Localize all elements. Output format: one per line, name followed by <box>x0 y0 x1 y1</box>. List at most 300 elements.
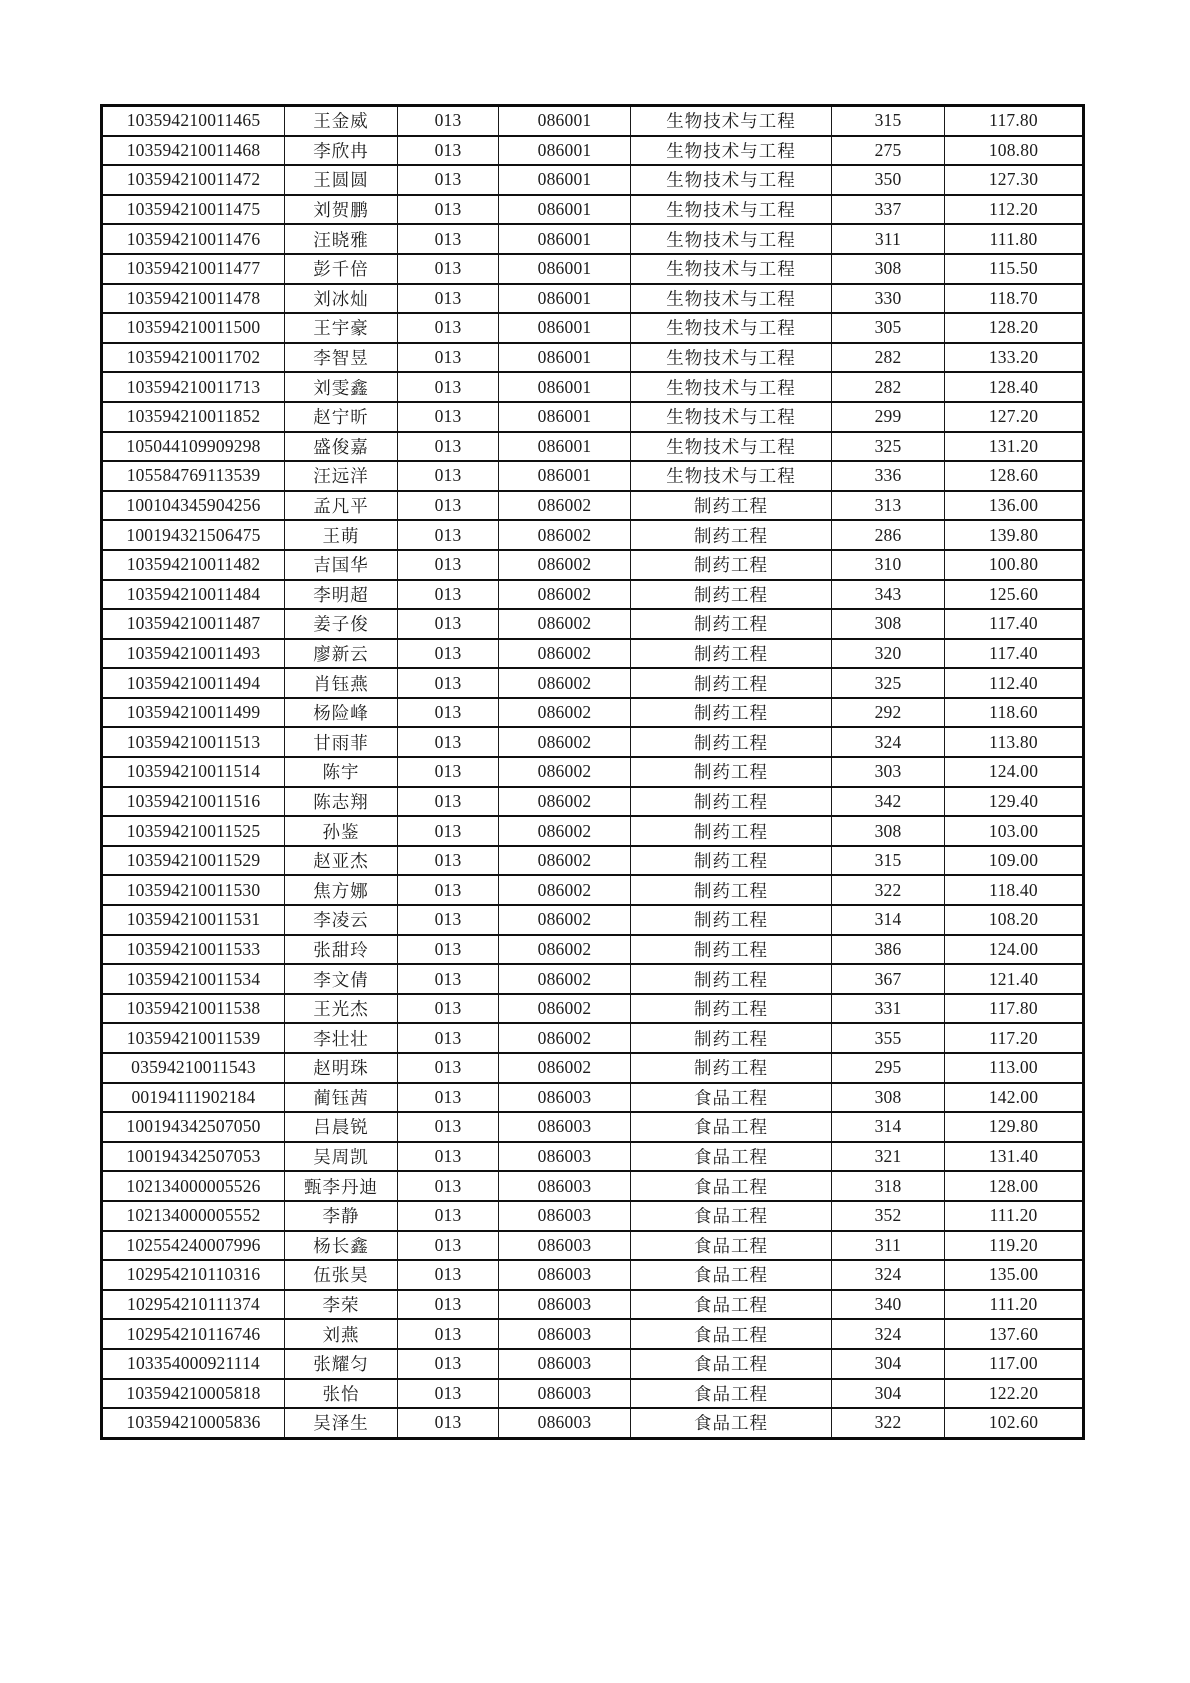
initial-score-cell: 315 <box>832 106 945 136</box>
candidate-name-cell: 张耀匀 <box>285 1349 398 1379</box>
major-name-cell: 制药工程 <box>631 875 832 905</box>
candidate-name-cell: 刘雯鑫 <box>285 372 398 402</box>
secondary-score-cell: 118.60 <box>945 698 1084 728</box>
initial-score-cell: 322 <box>832 875 945 905</box>
major-name-cell: 食品工程 <box>631 1260 832 1290</box>
candidate-id-cell: 103594210011472 <box>102 165 285 195</box>
candidate-id-cell: 103594210011531 <box>102 905 285 935</box>
major-name-cell: 食品工程 <box>631 1112 832 1142</box>
candidate-name-cell: 王萌 <box>285 520 398 550</box>
major-code-cell: 086001 <box>499 461 631 491</box>
major-code-cell: 086002 <box>499 520 631 550</box>
dept-code-cell: 013 <box>398 639 499 669</box>
secondary-score-cell: 100.80 <box>945 550 1084 580</box>
major-code-cell: 086002 <box>499 1023 631 1053</box>
dept-code-cell: 013 <box>398 1201 499 1231</box>
initial-score-cell: 324 <box>832 727 945 757</box>
candidate-id-cell: 100194342507053 <box>102 1142 285 1172</box>
major-name-cell: 制药工程 <box>631 609 832 639</box>
initial-score-cell: 295 <box>832 1053 945 1083</box>
major-code-cell: 086003 <box>499 1379 631 1409</box>
secondary-score-cell: 131.20 <box>945 432 1084 462</box>
initial-score-cell: 367 <box>832 964 945 994</box>
table-row <box>102 935 1084 965</box>
candidate-name-cell: 吴泽生 <box>285 1408 398 1438</box>
candidate-id-cell: 103594210011499 <box>102 698 285 728</box>
dept-code-cell: 013 <box>398 461 499 491</box>
secondary-score-cell: 125.60 <box>945 580 1084 610</box>
candidate-name-cell: 王金威 <box>285 106 398 136</box>
table-row <box>102 639 1084 669</box>
major-name-cell: 制药工程 <box>631 520 832 550</box>
table-row <box>102 1053 1084 1083</box>
candidate-id-cell: 103594210011484 <box>102 580 285 610</box>
dept-code-cell: 013 <box>398 1319 499 1349</box>
dept-code-cell: 013 <box>398 520 499 550</box>
major-name-cell: 制药工程 <box>631 1053 832 1083</box>
table-row <box>102 757 1084 787</box>
secondary-score-cell: 139.80 <box>945 520 1084 550</box>
major-name-cell: 制药工程 <box>631 1023 832 1053</box>
candidate-id-cell: 103594210011533 <box>102 935 285 965</box>
table-row <box>102 668 1084 698</box>
dept-code-cell: 013 <box>398 224 499 254</box>
major-code-cell: 086002 <box>499 639 631 669</box>
table-row <box>102 491 1084 521</box>
candidate-name-cell: 甄李丹迪 <box>285 1171 398 1201</box>
major-name-cell: 制药工程 <box>631 905 832 935</box>
candidate-name-cell: 李荣 <box>285 1290 398 1320</box>
initial-score-cell: 275 <box>832 136 945 166</box>
major-name-cell: 食品工程 <box>631 1201 832 1231</box>
initial-score-cell: 321 <box>832 1142 945 1172</box>
major-name-cell: 制药工程 <box>631 580 832 610</box>
initial-score-cell: 303 <box>832 757 945 787</box>
secondary-score-cell: 102.60 <box>945 1408 1084 1438</box>
dept-code-cell: 013 <box>398 254 499 284</box>
secondary-score-cell: 115.50 <box>945 254 1084 284</box>
major-name-cell: 食品工程 <box>631 1142 832 1172</box>
major-name-cell: 生物技术与工程 <box>631 432 832 462</box>
secondary-score-cell: 129.80 <box>945 1112 1084 1142</box>
secondary-score-cell: 113.80 <box>945 727 1084 757</box>
secondary-score-cell: 136.00 <box>945 491 1084 521</box>
table-row <box>102 224 1084 254</box>
table-row <box>102 580 1084 610</box>
major-code-cell: 086003 <box>499 1349 631 1379</box>
major-code-cell: 086003 <box>499 1083 631 1113</box>
candidate-id-cell: 103594210011530 <box>102 875 285 905</box>
major-name-cell: 制药工程 <box>631 994 832 1024</box>
major-code-cell: 086002 <box>499 550 631 580</box>
table-row <box>102 609 1084 639</box>
initial-score-cell: 318 <box>832 1171 945 1201</box>
table-row <box>102 106 1084 136</box>
dept-code-cell: 013 <box>398 1379 499 1409</box>
table-row <box>102 905 1084 935</box>
major-name-cell: 食品工程 <box>631 1231 832 1261</box>
candidate-name-cell: 肖钰燕 <box>285 668 398 698</box>
secondary-score-cell: 128.20 <box>945 313 1084 343</box>
candidate-id-cell: 00194111902184 <box>102 1083 285 1113</box>
dept-code-cell: 013 <box>398 875 499 905</box>
table-row <box>102 1349 1084 1379</box>
dept-code-cell: 013 <box>398 1260 499 1290</box>
major-code-cell: 086001 <box>499 195 631 225</box>
dept-code-cell: 013 <box>398 935 499 965</box>
major-name-cell: 生物技术与工程 <box>631 461 832 491</box>
major-name-cell: 制药工程 <box>631 787 832 817</box>
candidate-name-cell: 李智昱 <box>285 343 398 373</box>
dept-code-cell: 013 <box>398 905 499 935</box>
secondary-score-cell: 117.40 <box>945 609 1084 639</box>
major-code-cell: 086001 <box>499 313 631 343</box>
major-code-cell: 086003 <box>499 1201 631 1231</box>
major-code-cell: 086002 <box>499 668 631 698</box>
major-code-cell: 086002 <box>499 491 631 521</box>
major-name-cell: 制药工程 <box>631 491 832 521</box>
major-code-cell: 086002 <box>499 994 631 1024</box>
dept-code-cell: 013 <box>398 816 499 846</box>
candidate-name-cell: 刘冰灿 <box>285 284 398 314</box>
dept-code-cell: 013 <box>398 372 499 402</box>
candidate-id-cell: 102954210116746 <box>102 1319 285 1349</box>
major-code-cell: 086002 <box>499 905 631 935</box>
initial-score-cell: 350 <box>832 165 945 195</box>
initial-score-cell: 308 <box>832 254 945 284</box>
candidate-id-cell: 103594210011525 <box>102 816 285 846</box>
candidate-name-cell: 王光杰 <box>285 994 398 1024</box>
candidate-name-cell: 汪晓雅 <box>285 224 398 254</box>
major-code-cell: 086001 <box>499 254 631 284</box>
dept-code-cell: 013 <box>398 609 499 639</box>
major-code-cell: 086002 <box>499 727 631 757</box>
secondary-score-cell: 131.40 <box>945 1142 1084 1172</box>
candidate-name-cell: 汪远洋 <box>285 461 398 491</box>
dept-code-cell: 013 <box>398 1408 499 1438</box>
table-row <box>102 787 1084 817</box>
major-code-cell: 086001 <box>499 432 631 462</box>
major-code-cell: 086002 <box>499 846 631 876</box>
candidate-name-cell: 彭千倍 <box>285 254 398 284</box>
secondary-score-cell: 113.00 <box>945 1053 1084 1083</box>
major-name-cell: 制药工程 <box>631 698 832 728</box>
secondary-score-cell: 111.80 <box>945 224 1084 254</box>
candidate-id-cell: 103594210005818 <box>102 1379 285 1409</box>
dept-code-cell: 013 <box>398 1349 499 1379</box>
secondary-score-cell: 124.00 <box>945 757 1084 787</box>
table-row <box>102 875 1084 905</box>
major-name-cell: 制药工程 <box>631 639 832 669</box>
secondary-score-cell: 117.00 <box>945 1349 1084 1379</box>
initial-score-cell: 325 <box>832 432 945 462</box>
dept-code-cell: 013 <box>398 136 499 166</box>
secondary-score-cell: 108.80 <box>945 136 1084 166</box>
candidate-id-cell: 103594210011465 <box>102 106 285 136</box>
secondary-score-cell: 128.60 <box>945 461 1084 491</box>
major-name-cell: 食品工程 <box>631 1319 832 1349</box>
table-row <box>102 1231 1084 1261</box>
initial-score-cell: 305 <box>832 313 945 343</box>
initial-score-cell: 336 <box>832 461 945 491</box>
secondary-score-cell: 117.80 <box>945 994 1084 1024</box>
table-row <box>102 816 1084 846</box>
major-code-cell: 086001 <box>499 106 631 136</box>
initial-score-cell: 311 <box>832 1231 945 1261</box>
candidate-id-cell: 103594210011529 <box>102 846 285 876</box>
initial-score-cell: 331 <box>832 994 945 1024</box>
initial-score-cell: 324 <box>832 1260 945 1290</box>
candidate-id-cell: 100194342507050 <box>102 1112 285 1142</box>
candidate-name-cell: 吴周凯 <box>285 1142 398 1172</box>
candidate-name-cell: 焦方娜 <box>285 875 398 905</box>
dept-code-cell: 013 <box>398 284 499 314</box>
candidate-name-cell: 刘贺鹏 <box>285 195 398 225</box>
initial-score-cell: 304 <box>832 1349 945 1379</box>
secondary-score-cell: 112.20 <box>945 195 1084 225</box>
candidate-id-cell: 103594210011475 <box>102 195 285 225</box>
table-row <box>102 1379 1084 1409</box>
secondary-score-cell: 128.40 <box>945 372 1084 402</box>
major-name-cell: 食品工程 <box>631 1083 832 1113</box>
major-code-cell: 086001 <box>499 136 631 166</box>
major-code-cell: 086003 <box>499 1112 631 1142</box>
major-name-cell: 食品工程 <box>631 1290 832 1320</box>
candidate-id-cell: 102954210111374 <box>102 1290 285 1320</box>
major-code-cell: 086003 <box>499 1142 631 1172</box>
table-row <box>102 343 1084 373</box>
candidate-name-cell: 孙鉴 <box>285 816 398 846</box>
table-row <box>102 1408 1084 1438</box>
candidate-id-cell: 03594210011543 <box>102 1053 285 1083</box>
candidate-id-cell: 103594210011513 <box>102 727 285 757</box>
candidate-name-cell: 刘燕 <box>285 1319 398 1349</box>
major-code-cell: 086002 <box>499 757 631 787</box>
candidate-name-cell: 姜子俊 <box>285 609 398 639</box>
candidate-name-cell: 陈宇 <box>285 757 398 787</box>
major-code-cell: 086001 <box>499 224 631 254</box>
candidate-name-cell: 吕晨锐 <box>285 1112 398 1142</box>
initial-score-cell: 330 <box>832 284 945 314</box>
candidate-id-cell: 105044109909298 <box>102 432 285 462</box>
dept-code-cell: 013 <box>398 698 499 728</box>
secondary-score-cell: 135.00 <box>945 1260 1084 1290</box>
dept-code-cell: 013 <box>398 343 499 373</box>
initial-score-cell: 292 <box>832 698 945 728</box>
dept-code-cell: 013 <box>398 964 499 994</box>
secondary-score-cell: 122.20 <box>945 1379 1084 1409</box>
major-name-cell: 制药工程 <box>631 727 832 757</box>
secondary-score-cell: 117.80 <box>945 106 1084 136</box>
dept-code-cell: 013 <box>398 313 499 343</box>
dept-code-cell: 013 <box>398 580 499 610</box>
major-name-cell: 生物技术与工程 <box>631 372 832 402</box>
initial-score-cell: 340 <box>832 1290 945 1320</box>
major-code-cell: 086002 <box>499 698 631 728</box>
candidate-name-cell: 李文倩 <box>285 964 398 994</box>
candidate-name-cell: 王宇豪 <box>285 313 398 343</box>
candidate-id-cell: 103594210011493 <box>102 639 285 669</box>
secondary-score-cell: 117.20 <box>945 1023 1084 1053</box>
secondary-score-cell: 129.40 <box>945 787 1084 817</box>
major-code-cell: 086003 <box>499 1231 631 1261</box>
initial-score-cell: 304 <box>832 1379 945 1409</box>
initial-score-cell: 314 <box>832 905 945 935</box>
initial-score-cell: 325 <box>832 668 945 698</box>
initial-score-cell: 322 <box>832 1408 945 1438</box>
secondary-score-cell: 111.20 <box>945 1201 1084 1231</box>
candidate-id-cell: 103594210011482 <box>102 550 285 580</box>
table-row <box>102 195 1084 225</box>
major-code-cell: 086003 <box>499 1319 631 1349</box>
dept-code-cell: 013 <box>398 757 499 787</box>
table-row <box>102 313 1084 343</box>
table-row <box>102 1112 1084 1142</box>
candidate-id-cell: 102954210110316 <box>102 1260 285 1290</box>
candidate-id-cell: 102554240007996 <box>102 1231 285 1261</box>
major-code-cell: 086003 <box>499 1408 631 1438</box>
candidate-id-cell: 103354000921114 <box>102 1349 285 1379</box>
initial-score-cell: 310 <box>832 550 945 580</box>
secondary-score-cell: 128.00 <box>945 1171 1084 1201</box>
secondary-score-cell: 118.70 <box>945 284 1084 314</box>
table-row <box>102 136 1084 166</box>
major-name-cell: 制药工程 <box>631 816 832 846</box>
candidate-name-cell: 赵明珠 <box>285 1053 398 1083</box>
dept-code-cell: 013 <box>398 727 499 757</box>
major-name-cell: 食品工程 <box>631 1171 832 1201</box>
initial-score-cell: 324 <box>832 1319 945 1349</box>
major-name-cell: 制药工程 <box>631 964 832 994</box>
major-name-cell: 生物技术与工程 <box>631 343 832 373</box>
initial-score-cell: 299 <box>832 402 945 432</box>
candidate-id-cell: 103594210011500 <box>102 313 285 343</box>
table-row <box>102 1319 1084 1349</box>
candidate-id-cell: 103594210011494 <box>102 668 285 698</box>
major-name-cell: 制药工程 <box>631 846 832 876</box>
secondary-score-cell: 133.20 <box>945 343 1084 373</box>
initial-score-cell: 386 <box>832 935 945 965</box>
candidate-name-cell: 李欣冉 <box>285 136 398 166</box>
candidate-name-cell: 赵宁昕 <box>285 402 398 432</box>
major-name-cell: 生物技术与工程 <box>631 195 832 225</box>
table-row <box>102 1023 1084 1053</box>
candidate-name-cell: 李凌云 <box>285 905 398 935</box>
candidate-name-cell: 甘雨菲 <box>285 727 398 757</box>
candidate-id-cell: 103594210011476 <box>102 224 285 254</box>
candidate-name-cell: 孟凡平 <box>285 491 398 521</box>
major-code-cell: 086002 <box>499 816 631 846</box>
dept-code-cell: 013 <box>398 1142 499 1172</box>
secondary-score-cell: 118.40 <box>945 875 1084 905</box>
secondary-score-cell: 127.20 <box>945 402 1084 432</box>
table-row <box>102 1290 1084 1320</box>
major-code-cell: 086003 <box>499 1260 631 1290</box>
major-code-cell: 086002 <box>499 875 631 905</box>
major-name-cell: 制药工程 <box>631 935 832 965</box>
major-code-cell: 086001 <box>499 343 631 373</box>
table-row <box>102 550 1084 580</box>
dept-code-cell: 013 <box>398 1023 499 1053</box>
candidate-id-cell: 103594210011468 <box>102 136 285 166</box>
candidate-id-cell: 103594210011487 <box>102 609 285 639</box>
candidate-name-cell: 张甜玲 <box>285 935 398 965</box>
candidate-id-cell: 103594210011713 <box>102 372 285 402</box>
table-row <box>102 727 1084 757</box>
major-code-cell: 086002 <box>499 580 631 610</box>
candidate-name-cell: 盛俊嘉 <box>285 432 398 462</box>
dept-code-cell: 013 <box>398 165 499 195</box>
table-row <box>102 520 1084 550</box>
major-code-cell: 086001 <box>499 284 631 314</box>
secondary-score-cell: 127.30 <box>945 165 1084 195</box>
candidate-name-cell: 伍张昊 <box>285 1260 398 1290</box>
table-row <box>102 994 1084 1024</box>
secondary-score-cell: 112.40 <box>945 668 1084 698</box>
candidate-id-cell: 102134000005526 <box>102 1171 285 1201</box>
major-code-cell: 086002 <box>499 787 631 817</box>
table-row <box>102 165 1084 195</box>
initial-score-cell: 314 <box>832 1112 945 1142</box>
candidate-name-cell: 张怡 <box>285 1379 398 1409</box>
candidate-name-cell: 王圆圆 <box>285 165 398 195</box>
major-code-cell: 086001 <box>499 372 631 402</box>
major-name-cell: 制药工程 <box>631 550 832 580</box>
dept-code-cell: 013 <box>398 402 499 432</box>
candidate-id-cell: 100104345904256 <box>102 491 285 521</box>
candidate-id-cell: 103594210011852 <box>102 402 285 432</box>
initial-score-cell: 282 <box>832 372 945 402</box>
dept-code-cell: 013 <box>398 1231 499 1261</box>
initial-score-cell: 308 <box>832 1083 945 1113</box>
dept-code-cell: 013 <box>398 787 499 817</box>
dept-code-cell: 013 <box>398 1112 499 1142</box>
candidate-name-cell: 廖新云 <box>285 639 398 669</box>
dept-code-cell: 013 <box>398 1083 499 1113</box>
table-row <box>102 402 1084 432</box>
major-code-cell: 086002 <box>499 935 631 965</box>
secondary-score-cell: 108.20 <box>945 905 1084 935</box>
table-row <box>102 432 1084 462</box>
initial-score-cell: 311 <box>832 224 945 254</box>
initial-score-cell: 315 <box>832 846 945 876</box>
candidate-id-cell: 103594210011516 <box>102 787 285 817</box>
initial-score-cell: 337 <box>832 195 945 225</box>
initial-score-cell: 282 <box>832 343 945 373</box>
table-row <box>102 372 1084 402</box>
scores-table <box>100 104 1085 1440</box>
secondary-score-cell: 142.00 <box>945 1083 1084 1113</box>
dept-code-cell: 013 <box>398 1290 499 1320</box>
major-code-cell: 086001 <box>499 165 631 195</box>
major-name-cell: 生物技术与工程 <box>631 224 832 254</box>
secondary-score-cell: 109.00 <box>945 846 1084 876</box>
initial-score-cell: 313 <box>832 491 945 521</box>
dept-code-cell: 013 <box>398 668 499 698</box>
initial-score-cell: 342 <box>832 787 945 817</box>
table-row <box>102 1142 1084 1172</box>
dept-code-cell: 013 <box>398 846 499 876</box>
secondary-score-cell: 119.20 <box>945 1231 1084 1261</box>
dept-code-cell: 013 <box>398 432 499 462</box>
major-name-cell: 食品工程 <box>631 1379 832 1409</box>
candidate-name-cell: 蔺钰茜 <box>285 1083 398 1113</box>
table-row <box>102 1083 1084 1113</box>
secondary-score-cell: 121.40 <box>945 964 1084 994</box>
candidate-id-cell: 103594210011477 <box>102 254 285 284</box>
major-code-cell: 086003 <box>499 1171 631 1201</box>
initial-score-cell: 308 <box>832 609 945 639</box>
